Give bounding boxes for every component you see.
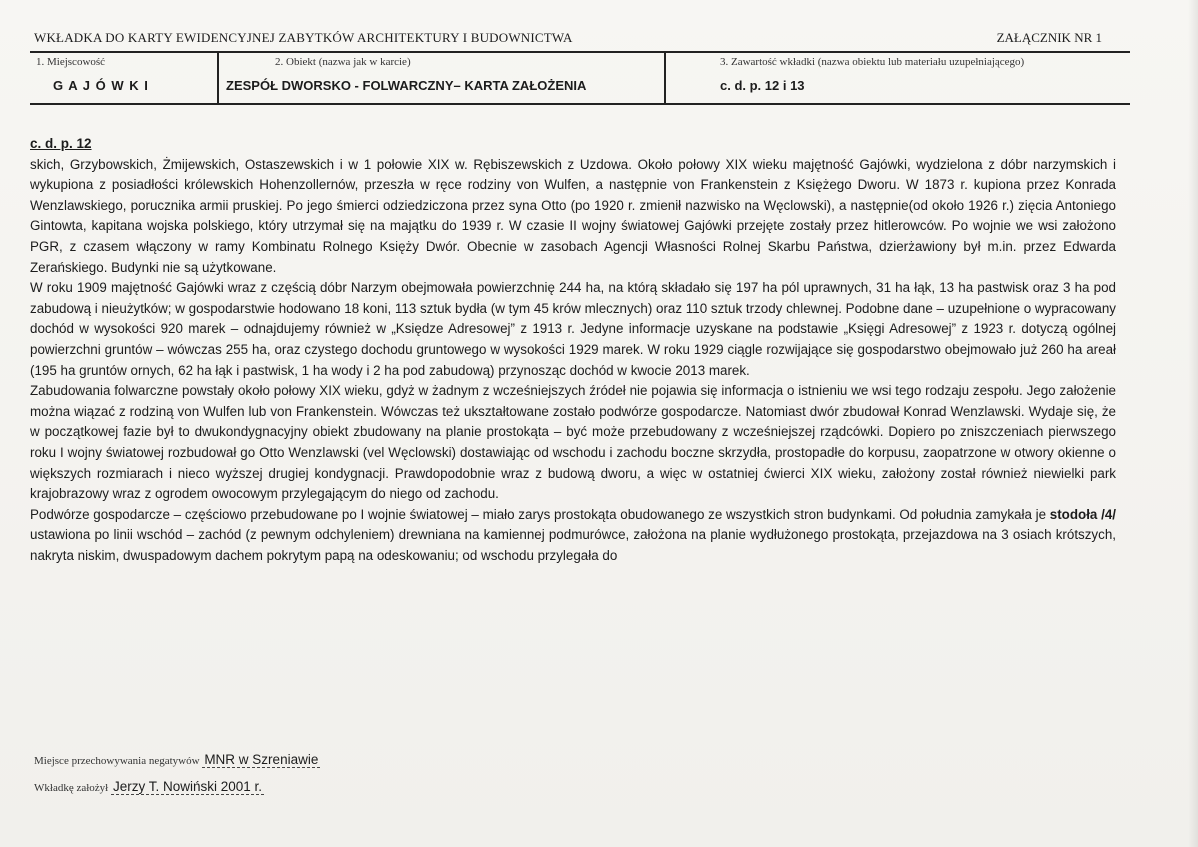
locality-value: G A J Ó W K I bbox=[53, 78, 149, 93]
paragraph-farmyard-rest: ustawiona po linii wschód – zachód (z pewnym odchyleniem) drewniana na kamiennej podmurówce, założona na planie wydłużonego prostokąta, przejazdowa na 3 osiach krótszych, nakryta niskim, dwuspadowym dachem pokrytym papą na odeskowaniu; od wschodu przylegała do bbox=[30, 527, 1116, 563]
negatives-label: Miejsce przechowywania negatywów bbox=[34, 755, 200, 767]
content-label: 3. Zawartość wkładki (nazwa obiektu lub materiału uzupełniającego) bbox=[720, 56, 1025, 68]
object-value: ZESPÓŁ DWORSKO - FOLWARCZNY– KARTA ZAŁOŻENIA bbox=[226, 78, 587, 93]
paragraph-farmyard bbox=[30, 505, 1116, 567]
locality-label: 1. Miejscowość bbox=[36, 56, 106, 68]
author-line bbox=[34, 779, 264, 794]
paragraph-history: skich, Grzybowskich, Żmijewskich, Ostaszewskich i w 1 połowie XIX w. Rębiszewskich z Uzdowa. Około połowy XIX wieku majętność Gajówki, wydzielona z dóbr narzymskich i wykupiona z posiadłości królewskich Hohenzollernów, przeszła w ręce rodziny von Wulfen, a następnie von Frankenstein z Księżego Dworu. W 1873 r. kupiona przez Konrada Wenzlawskiego, porucznika armii pruskiej. Po jego śmierci odziedziczona przez syna Otto (po 1920 r. zmienił nazwisko na Węclowski), a następnie(od około 1926 r.) zięcia Antoniego Gintowta, kapitana wojska polskiego, który utrzymał się na majątku do 1939 r. W czasie II wojny światowej Gajówki przejęte zostały przez hitlerowców. Po wojnie we wsi założono PGR, z czasem włączony w ramy Kombinatu Rolnego Księży Dwór. Obecnie w zasobach Agencji Własności Rolnej Skarbu Państwa, dzierżawiony był m.in. przez Edwarda Zerańskiego. Budynki nie są użytkowane. bbox=[30, 156, 1116, 275]
negatives-value: MNR w Szreniawie bbox=[204, 752, 319, 767]
author-value: Jerzy T. Nowiński 2001 r. bbox=[112, 779, 263, 794]
negatives-line bbox=[34, 752, 320, 767]
divider-locality bbox=[217, 52, 219, 104]
paragraph-farmyard-intro: Podwórze gospodarcze – częściowo przebudowane po I wojnie światowej – miało zarys prostokąta obudowanego ze wszystkich stron budynkami. Od południa zamykała je bbox=[30, 506, 1050, 522]
paragraph-buildings: Zabudowania folwarczne powstały około połowy XIX wieku, gdyż w żadnym z wcześniejszych źródeł nie pojawia się informacja o istnieniu we wsi tego rodzaju zespołu. Jego założenie można wiązać z rodziną von Wulfen lub von Frankenstein. Wówczas też ukształtowane zostało podwórze gospodarcze. Natomiast dwór zbudował Konrad Wenzlawski. Wydaje się, że w początkowej fazie był to dwukondygnacyjny obiekt zbudowany na planie prostokąta – być może przebudowany z wcześniejszej rządcówki. Dopiero po zniszczeniach pierwszego roku I wojny światowej rozbudował go Otto Wenzlawski (vel Węclowski) dostawiając od wschodu i zachodu boczne skrzydła, prostopadłe do korpusu, zaopatrzone w otwory okienne o większych rozmiarach i nieco wyższej drugiej kondygnacji. Prawdopodobnie wraz z budową dworu, a więc w ostatniej ćwierci XIX wieku, założony został również niewielki park krajobrazowy wraz z ogrodem owocowym przylegającym do niego od zachodu. bbox=[30, 383, 1116, 502]
paper-edge-shadow bbox=[1188, 0, 1198, 847]
top-rule bbox=[30, 51, 1130, 53]
object-label: 2. Obiekt (nazwa jak w karcie) bbox=[275, 56, 411, 68]
author-label: Wkładkę założył bbox=[34, 782, 109, 794]
divider-object bbox=[664, 52, 666, 104]
attachment-number: ZAŁĄCZNIK NR 1 bbox=[996, 30, 1102, 45]
barn-reference: stodoła /4/ bbox=[1049, 506, 1116, 522]
form-title: WKŁADKA DO KARTY EWIDENCYJNEJ ZABYTKÓW ARCHITEKTURY I BUDOWNICTWA bbox=[34, 30, 573, 45]
document-body bbox=[30, 134, 1116, 566]
section-heading: c. d. p. 12 bbox=[30, 136, 92, 151]
fields-bottom-rule bbox=[30, 103, 1130, 105]
paragraph-statistics: W roku 1909 majętność Gajówki wraz z częścią dóbr Narzym obejmowała powierzchnię 244 ha, na którą składało się 197 ha pól uprawnych, 31 ha łąk, 13 ha pastwisk oraz 3 ha pod zabudową i nieużytków; w gospodarstwie hodowano 18 koni, 113 sztuk bydła (w tym 45 krów mlecznych) oraz 110 sztuk trzody chlewnej. Podobne dane – uzupełnione o wypracowany dochód w wysokości 920 marek – odnajdujemy również w „Księdze Adresowej” z 1913 r. Jedyne informacje uzyskane na podstawie „Księgi Adresowej” z 1923 r. dotyczą ogólnej powierzchni gruntów – wówczas 255 ha, oraz czystego dochodu gruntowego w wysokości 1929 marek. W roku 1929 ciągle rozwijające się gospodarstwo obejmowało już 260 ha areał (195 ha gruntów ornych, 62 ha łąk i pastwisk, 1 ha wody i 2 ha pod zabudową) przynosząc dochód w kwocie 2013 marek. bbox=[30, 280, 1116, 378]
content-value: c. d. p. 12 i 13 bbox=[720, 78, 805, 93]
